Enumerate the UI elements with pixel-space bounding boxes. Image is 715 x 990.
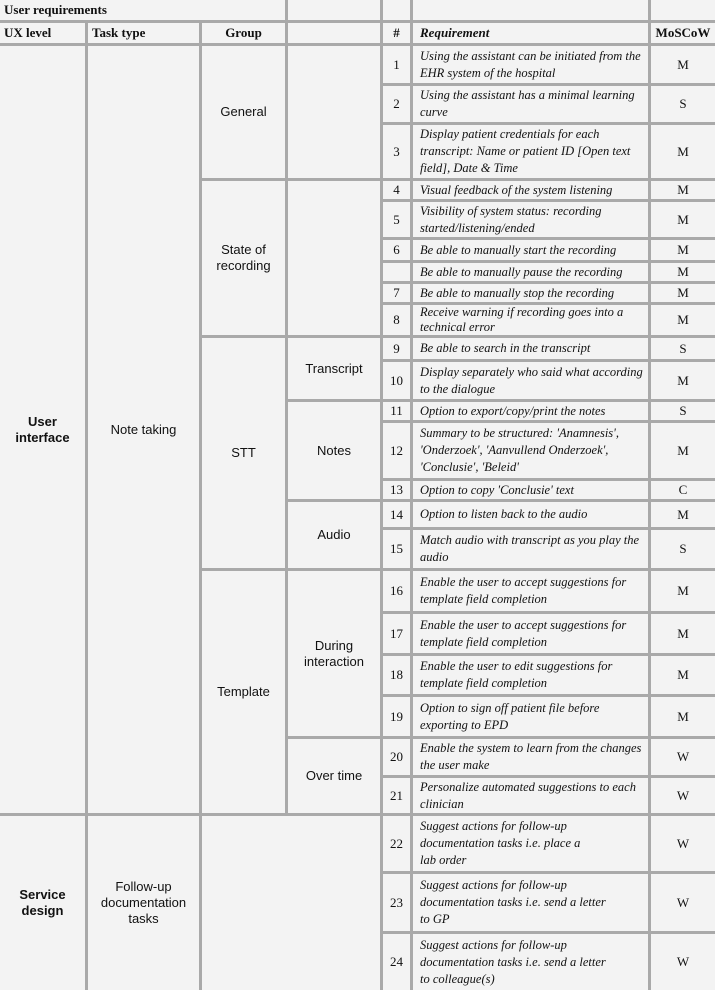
row-requirement: Enable the user to accept suggestions for template field completion [413, 571, 648, 611]
row-number: 12 [383, 423, 410, 478]
row-requirement: Be able to manually stop the recording [413, 284, 648, 302]
row-moscow: M [651, 614, 715, 653]
row-number: 14 [383, 502, 410, 527]
row-moscow: M [651, 181, 715, 199]
header-subgroup [288, 23, 380, 43]
row-requirement: Suggest actions for follow-up documentation tasks i.e. send a letter to colleague(s) [413, 934, 648, 990]
row-number: 20 [383, 739, 410, 775]
empty-cell [651, 0, 715, 20]
table-title: User requirements [0, 0, 285, 20]
row-moscow: W [651, 934, 715, 990]
row-requirement: Enable the user to accept suggestions for template field completion [413, 614, 648, 653]
row-moscow: S [651, 86, 715, 122]
row-number [383, 263, 410, 281]
row-moscow: M [651, 284, 715, 302]
row-requirement: Display separately who said what according to the dialogue [413, 362, 648, 399]
row-moscow: M [651, 125, 715, 178]
header-task-type: Task type [88, 23, 199, 43]
row-moscow: M [651, 656, 715, 694]
ux-level-user-interface: User interface [0, 46, 85, 813]
row-number: 9 [383, 338, 410, 359]
row-requirement: Visual feedback of the system listening [413, 181, 648, 199]
row-requirement: Enable the user to edit suggestions for template field completion [413, 656, 648, 694]
row-moscow: C [651, 481, 715, 499]
row-number: 6 [383, 240, 410, 260]
row-moscow: M [651, 202, 715, 237]
row-requirement: Be able to search in the transcript [413, 338, 648, 359]
subgroup-empty [288, 181, 380, 335]
row-number: 11 [383, 402, 410, 420]
subgroup-during-interaction: During interaction [288, 571, 380, 736]
row-requirement: Option to listen back to the audio [413, 502, 648, 527]
row-requirement: Match audio with transcript as you play the audio [413, 530, 648, 568]
row-number: 15 [383, 530, 410, 568]
group-template: Template [202, 571, 285, 813]
header-requirement: Requirement [413, 23, 648, 43]
row-number: 4 [383, 181, 410, 199]
row-moscow: M [651, 423, 715, 478]
header-number: # [383, 23, 410, 43]
task-type-follow-up: Follow-up documentation tasks [88, 816, 199, 990]
row-requirement: Be able to manually start the recording [413, 240, 648, 260]
row-requirement: Be able to manually pause the recording [413, 263, 648, 281]
row-moscow: M [651, 46, 715, 83]
row-moscow: S [651, 338, 715, 359]
subgroup-transcript: Transcript [288, 338, 380, 399]
row-requirement: Option to sign off patient file before exporting to EPD [413, 697, 648, 736]
row-number: 17 [383, 614, 410, 653]
row-moscow: S [651, 402, 715, 420]
row-moscow: M [651, 305, 715, 335]
task-type-note-taking: Note taking [88, 46, 199, 813]
row-moscow: W [651, 739, 715, 775]
row-number: 21 [383, 778, 410, 813]
row-requirement: Personalize automated suggestions to each clinician [413, 778, 648, 813]
row-requirement: Option to export/copy/print the notes [413, 402, 648, 420]
row-number: 2 [383, 86, 410, 122]
row-number: 8 [383, 305, 410, 335]
row-moscow: S [651, 530, 715, 568]
row-number: 7 [383, 284, 410, 302]
header-group: Group [202, 23, 285, 43]
row-moscow: M [651, 240, 715, 260]
row-moscow: M [651, 362, 715, 399]
row-moscow: W [651, 778, 715, 813]
row-requirement: Using the assistant can be initiated from the EHR system of the hospital [413, 46, 648, 83]
row-requirement: Using the assistant has a minimal learning curve [413, 86, 648, 122]
row-number: 16 [383, 571, 410, 611]
row-requirement: Suggest actions for follow-up documentation tasks i.e. send a letter to GP [413, 874, 648, 931]
subgroup-audio: Audio [288, 502, 380, 568]
group-state-of-recording: State of recording [202, 181, 285, 335]
row-requirement: Summary to be structured: 'Anamnesis', 'Onderzoek', 'Aanvullend Onderzoek', 'Conclusie', 'Beleid' [413, 423, 648, 478]
row-number: 23 [383, 874, 410, 931]
empty-cell [383, 0, 410, 20]
ux-level-service-design: Service design [0, 816, 85, 990]
subgroup-over-time: Over time [288, 739, 380, 813]
row-number: 18 [383, 656, 410, 694]
row-number: 22 [383, 816, 410, 871]
subgroup-notes: Notes [288, 402, 380, 499]
row-moscow: M [651, 571, 715, 611]
row-number: 5 [383, 202, 410, 237]
subgroup-empty [288, 46, 380, 178]
group-stt: STT [202, 338, 285, 568]
row-requirement: Visibility of system status: recording started/listening/ended [413, 202, 648, 237]
row-requirement: Display patient credentials for each transcript: Name or patient ID [Open text field], Date & Time [413, 125, 648, 178]
header-moscow: MoSCoW [651, 23, 715, 43]
row-number: 1 [383, 46, 410, 83]
row-number: 10 [383, 362, 410, 399]
header-ux-level: UX level [0, 23, 85, 43]
row-moscow: W [651, 816, 715, 871]
row-moscow: M [651, 697, 715, 736]
row-number: 19 [383, 697, 410, 736]
row-requirement: Suggest actions for follow-up documentation tasks i.e. place a lab order [413, 816, 648, 871]
group-empty [202, 816, 380, 990]
row-number: 13 [383, 481, 410, 499]
row-moscow: M [651, 502, 715, 527]
group-general: General [202, 46, 285, 178]
row-requirement: Enable the system to learn from the changes the user make [413, 739, 648, 775]
row-requirement: Option to copy 'Conclusie' text [413, 481, 648, 499]
row-number: 24 [383, 934, 410, 990]
row-requirement: Receive warning if recording goes into a technical error [413, 305, 648, 335]
row-moscow: W [651, 874, 715, 931]
empty-cell [413, 0, 648, 20]
empty-cell [288, 0, 380, 20]
row-moscow: M [651, 263, 715, 281]
row-number: 3 [383, 125, 410, 178]
